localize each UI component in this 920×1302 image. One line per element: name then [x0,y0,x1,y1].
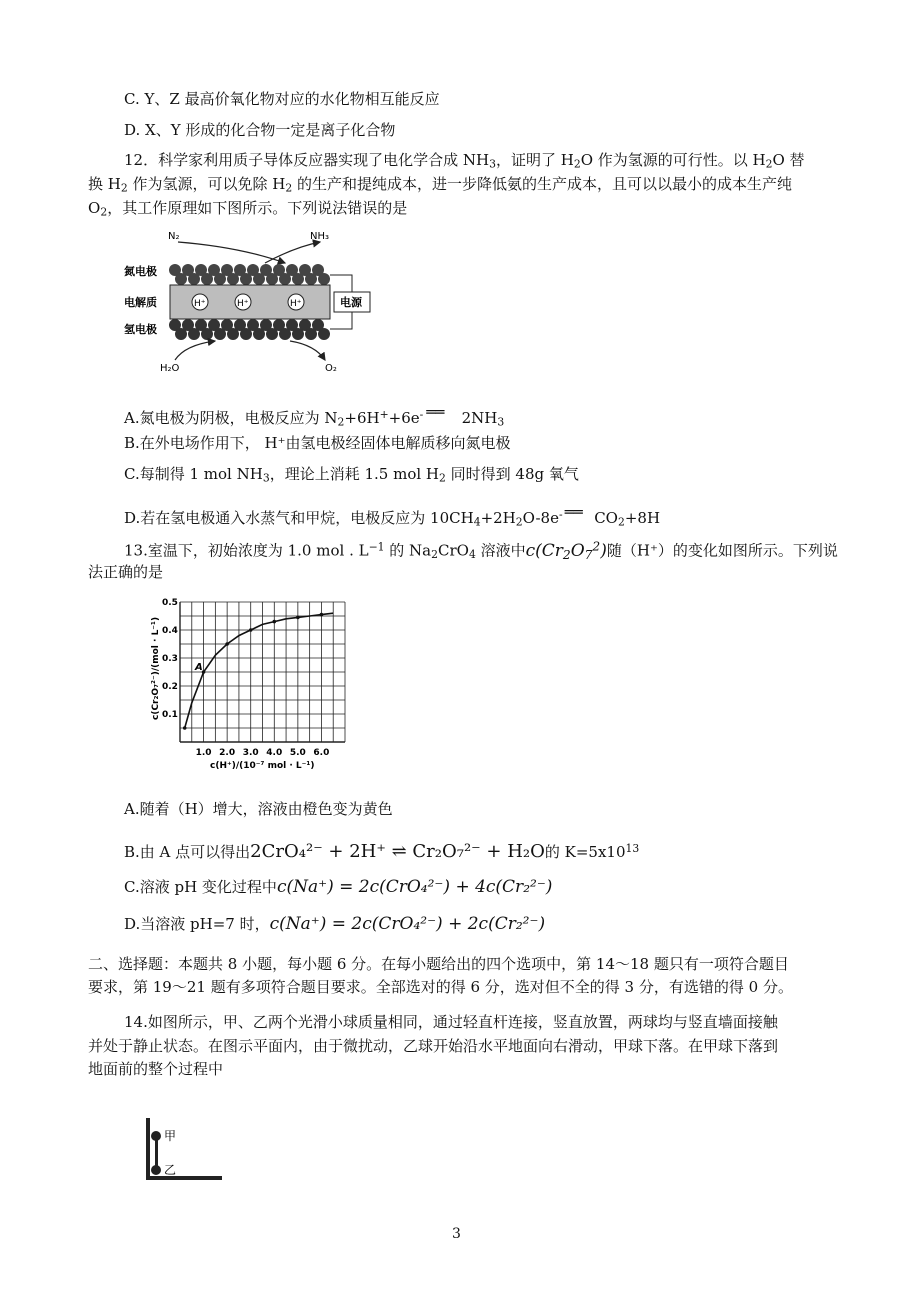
q12-option-b: B.在外电场作用下， H⁺由氢电极经固体电解质移向氮电极 [124,434,511,452]
q12-option-c: C.每制得 1 mol $NH_3$，理论上消耗 1.5 mol $H_2$ 同时得到 48g 氧气 [124,465,579,485]
q12-option-a: A.氮电极为阴极，电极反应为 $N_2+6H^++6e^-$ ══ $2NH_3$ [124,403,505,429]
chart-x-axis-label: c(H⁺)/(10⁻⁷ mol · L⁻¹) [210,761,315,771]
svg-text:H⁺: H⁺ [290,299,302,309]
nitrogen-electrode-particles [169,264,330,285]
svg-text:H⁺: H⁺ [237,299,249,309]
label-nitrogen-electrode: 氮电极 [124,265,157,278]
chart-y-tick-label: 0.5 [162,598,178,608]
label-yi: 乙 [164,1163,177,1177]
chart-data-point [249,628,253,632]
chart-y-axis-label: c(Cr₂O₇²⁻)/(mol · L⁻¹) [151,616,161,720]
chart-x-tick-label: 3.0 [242,748,259,758]
q13-equilibrium-equation: 2CrO₄²⁻ + 2H⁺ ⇌ Cr₂O₇²⁻ + H₂O [250,841,545,862]
q13-option-d: D.当溶液 pH=7 时，c(Na⁺) = 2c(CrO₄²⁻) + 2c(Cr₂²⁻) [124,914,546,934]
q13-cr2o7-formula: $c(Cr_2O_7^2)$ [525,539,607,562]
label-h2o: H₂O [160,363,180,374]
q12-option-d: D.若在氢电极通入水蒸气和甲烷，电极反应为 $10CH_4+2H_2O-8e^-$ ══ $CO_2+8H$ [124,503,661,529]
chart-x-tick-label: 6.0 [313,748,330,758]
q13-stem-line2: 法正确的是 [88,563,164,581]
page-number: 3 [452,1226,461,1242]
chart-data-point [296,616,300,620]
ball-jia [151,1131,161,1141]
chart-series-line [185,613,334,728]
q13-option-d-formula: c(Na⁺) = 2c(CrO₄²⁻) + 2c(Cr₂²⁻) [269,914,546,934]
q12-stem-line1: 12．科学家利用质子导体反应器实现了电化学合成 $NH_3$，证明了 $H_2O$ 作为氢源的可行性。以 $H_2O$ 替 [124,151,805,171]
chart-data-point [183,726,187,730]
ball-yi [151,1165,161,1175]
section2-line1: 二、选择题：本题共 8 小题，每小题 6 分。在每小题给出的四个选项中，第 14～18 题只有一项符合题目 [88,955,789,973]
label-jia: 甲 [164,1129,177,1143]
q14-stem-line1: 14.如图所示，甲、乙两个光滑小球质量相同，通过轻直杆连接，竖直放置，两球均与竖直墙面接触 [124,1013,778,1031]
hydrogen-electrode-particles [169,319,330,340]
chart-data-point [225,642,229,646]
chart-x-tick-label: 4.0 [266,748,283,758]
chart-data-point [272,620,276,624]
chart-data-point [320,613,324,617]
chart-y-tick-label: 0.2 [162,682,178,692]
svg-text:H⁺: H⁺ [194,299,206,309]
q11-option-d: D. X、Y 形成的化合物一定是离子化合物 [124,121,396,139]
label-o2: O₂ [325,363,337,374]
chart-x-tick-label: 2.0 [219,748,236,758]
chart-y-tick-label: 0.3 [162,654,178,664]
q14-rod-diagram [140,1118,230,1188]
label-n2: N₂ [168,231,180,242]
chart-y-tick-label: 0.1 [162,710,178,720]
q12-reactor-diagram [120,225,400,380]
q12-stem-line2: 换 $H_2$ 作为氢源，可以免除 $H_2$ 的生产和提纯成本，进一步降低氨的生产成本，且可以以最小的成本生产纯 [88,175,793,195]
chart-x-tick-label: 1.0 [195,748,212,758]
q14-stem-line2: 并处于静止状态。在图示平面内，由于微扰动，乙球开始沿水平地面向右滑动，甲球下落。在甲球下落到 [88,1037,779,1055]
chart-y-tick-label: 0.4 [162,626,178,636]
q13-option-c: C.溶液 pH 变化过程中c(Na⁺) = 2c(CrO₄²⁻) + 4c(Cr₂²⁻) [124,877,553,897]
label-electrolyte: 电解质 [124,296,157,309]
wall [146,1118,150,1180]
q13-stem-line1: 13.室温下，初始浓度为 1.0 mol . $L^{-1}$ 的 $Na_2CrO_4$ 溶液中$c(Cr_2O_7^2)$随（H⁺）的变化如图所示。下列说 [124,539,838,562]
q13-chart [140,592,360,777]
chart-annotation-a: A [195,662,203,673]
chart-x-tick-label: 5.0 [289,748,306,758]
label-hydrogen-electrode: 氢电极 [124,323,157,336]
q12-stem-line3: $O_2$，其工作原理如下图所示。下列说法错误的是 [88,199,408,219]
ground [146,1176,222,1180]
q13-option-a: A.随着（H）增大，溶液由橙色变为黄色 [124,800,393,818]
label-power: 电源 [340,296,362,309]
q14-stem-line3: 地面前的整个过程中 [88,1060,224,1078]
label-nh3: NH₃ [310,231,330,242]
q13-option-b: B.由 A 点可以得出2CrO₄²⁻ + 2H⁺ ⇌ Cr₂O₇²⁻ + H₂O的 $K=5x10^{13}$ [124,841,640,862]
q11-option-c: C. Y、Z 最高价氧化物对应的水化物相互能反应 [124,90,440,108]
q13-option-c-formula: c(Na⁺) = 2c(CrO₄²⁻) + 4c(Cr₂²⁻) [276,877,553,897]
section2-line2: 要求，第 19～21 题有多项符合题目要求。全部选对的得 6 分，选对但不全的得 3 分，有选错的得 0 分。 [88,978,793,996]
